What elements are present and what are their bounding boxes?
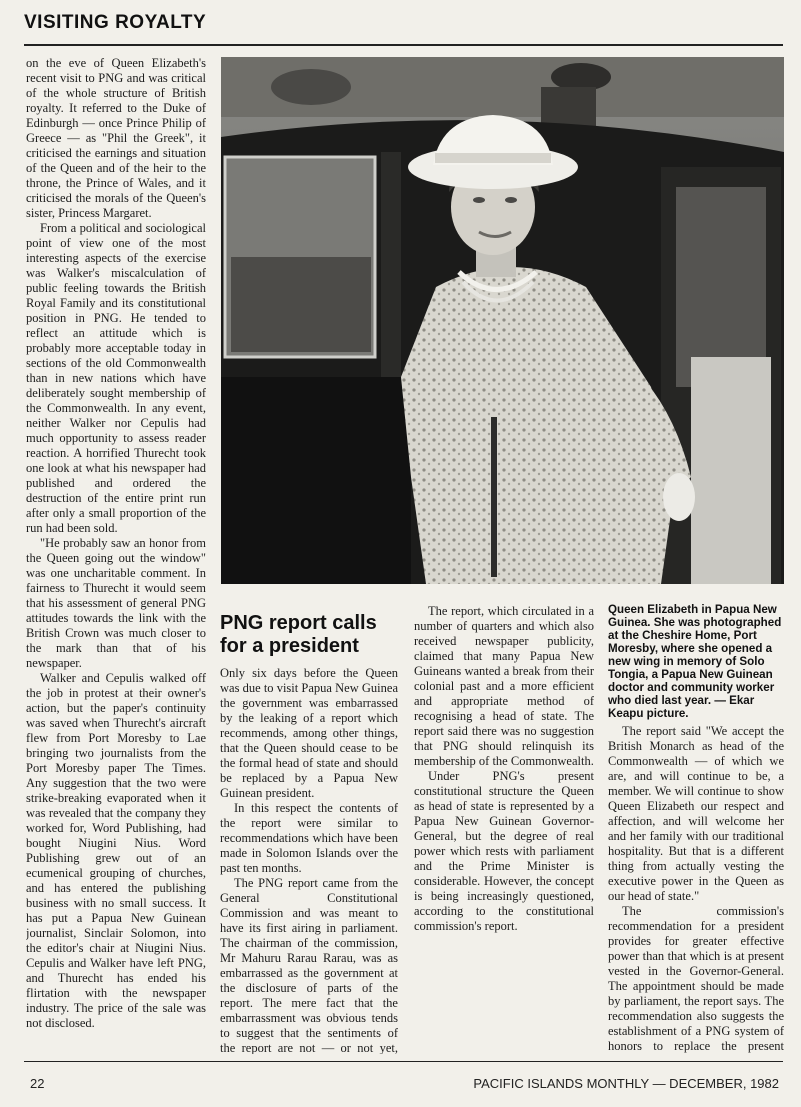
page-number: 22	[30, 1076, 45, 1091]
article-column-1	[26, 56, 206, 1052]
bottom-rule	[24, 1061, 783, 1062]
article-paragraph: The commission's recommendation for a president provides for greater effective power than that which is at present vested in the Governor-General. The appointment should be made by parliament, the report says. The recommendation also suggests the establishment of a PNG system of honors to replace the present	[608, 904, 784, 1053]
article-paragraph: Only six days before the Queen was due to visit Papua New Guinea the government was embarrassed by the leaking of a report which recommends, among other things, that the Queen should cease to be the formal head of state and should be replaced by a Papua New Guinean president.	[220, 666, 398, 800]
top-rule	[24, 44, 783, 46]
article-paragraph: The report said "We accept the British Monarch as head of the Commonwealth — of which we are, and will continue to be, a member. We will continue to show Queen Elizabeth our respect and affection, and will welcome her and her family with our traditional hospitality. But that is a different thing from actually vesting the executive power in the Queen as our head of state."	[608, 724, 784, 903]
section-heading: VISITING ROYALTY	[24, 12, 207, 33]
article-headline: PNG report calls for a president	[220, 612, 377, 657]
article-paragraph: on the eve of Queen Elizabeth's recent visit to PNG and was critical of the whole structure of British royalty. It referred to the Duke of Edinburgh — once Prince Philip of Greece — as "Phil the Greek", it criticised the earnings and situation of the Queen and of the heir to the throne, the Prince of Wales, and it criticised the morals of the Queen's sister, Princess Margaret.	[26, 56, 206, 220]
photo-illustration	[221, 57, 784, 584]
photo-caption: Queen Elizabeth in Papua New Guinea. She was photographed at the Cheshire Home, Port Moresby, where she opened a new wing in memory of Solo Tongia, a Papua New Guinean doctor and community worker who died last year. — Ekar Keapu picture.	[608, 603, 782, 720]
article-column-2	[220, 604, 398, 1054]
article-paragraph: From a political and sociological point of view one of the most interesting aspects of the exercise was Walker's miscalculation of public feeling towards the British Royal Family and its constitutional position in PNG. He tended to reflect an attitude which is probably more acceptable today in sections of the old Commonwealth than in new nations which have deliberately sought membership of the Commonwealth. In any event, neither Walker nor Cepulis had much opportunity to assess reader reaction. A horrified Thurecht took one look at what his newspaper had published and ordered the destruction of the entire print run after only a small proportion of the run had been sold.	[26, 221, 206, 535]
article-paragraph: "He probably saw an honor from the Queen going out the window" was one uncharitable comment. In fairness to Thurecht it would seem that his assessment of general PNG attitudes towards the link with the British Crown was much closer to the mark than that of his newspaper.	[26, 536, 206, 670]
article-paragraph: The PNG report came from the General Constitutional Commission and was meant to have its first airing in parliament. The chairman of the commission, Mr Mahuru Rarau Rarau, was as embarrassed as the government at the disclosure of parts of the report. The mere fact that the embarrassment was obvious tends to suggest that the sentiments of the report are not — or not yet,	[220, 876, 398, 1054]
article-paragraph: The report, which circulated in a number of quarters and which also received newspaper publicity, claimed that many Papua New Guineans wanted a break from their colonial past and a more efficient and appropriate method of recognising a head of state. The report said there was no suggestion that PNG should relinquish its membership of the Commonwealth.	[414, 604, 594, 768]
article-column-3	[414, 604, 594, 1054]
queen-photograph	[221, 57, 784, 584]
publication-footer: PACIFIC ISLANDS MONTHLY — DECEMBER, 1982	[473, 1076, 779, 1091]
article-paragraph: Walker and Cepulis walked off the job in protest at their owner's action, but the paper's continuity was saved when Thurecht's aircraft flew from Port Moresby to Lae bringing two journalists from the Port Moresby paper The Times. Any suggestion that the two were strike-breaking evaporated when it was revealed that the company they worked for, Word Publishing, had bought Niugini Nius. Word Publishing grew out of an ecumenical grouping of churches, and has entered the publishing business with no small success. It has put a Papua New Guinean journalist, Sinclair Solomon, into the editor's chair at Niugini Nius. Cepulis and Walker have left PNG, and Thurecht has ended his flirtation with the newspaper industry. The price of the sale was not disclosed.	[26, 671, 206, 1030]
article-paragraph: Under PNG's present constitutional structure the Queen as head of state is represented by a Papua New Guinean Governor-General, but the degree of real power which rests with parliament and the Prime Minister is considerable. However, the concept is being increasingly questioned, according to the constitutional commission's report.	[414, 769, 594, 933]
article-column-4	[608, 724, 784, 1054]
article-paragraph: In this respect the contents of the report were similar to recommendations which have been made in Solomon Islands over the past ten months.	[220, 801, 398, 875]
